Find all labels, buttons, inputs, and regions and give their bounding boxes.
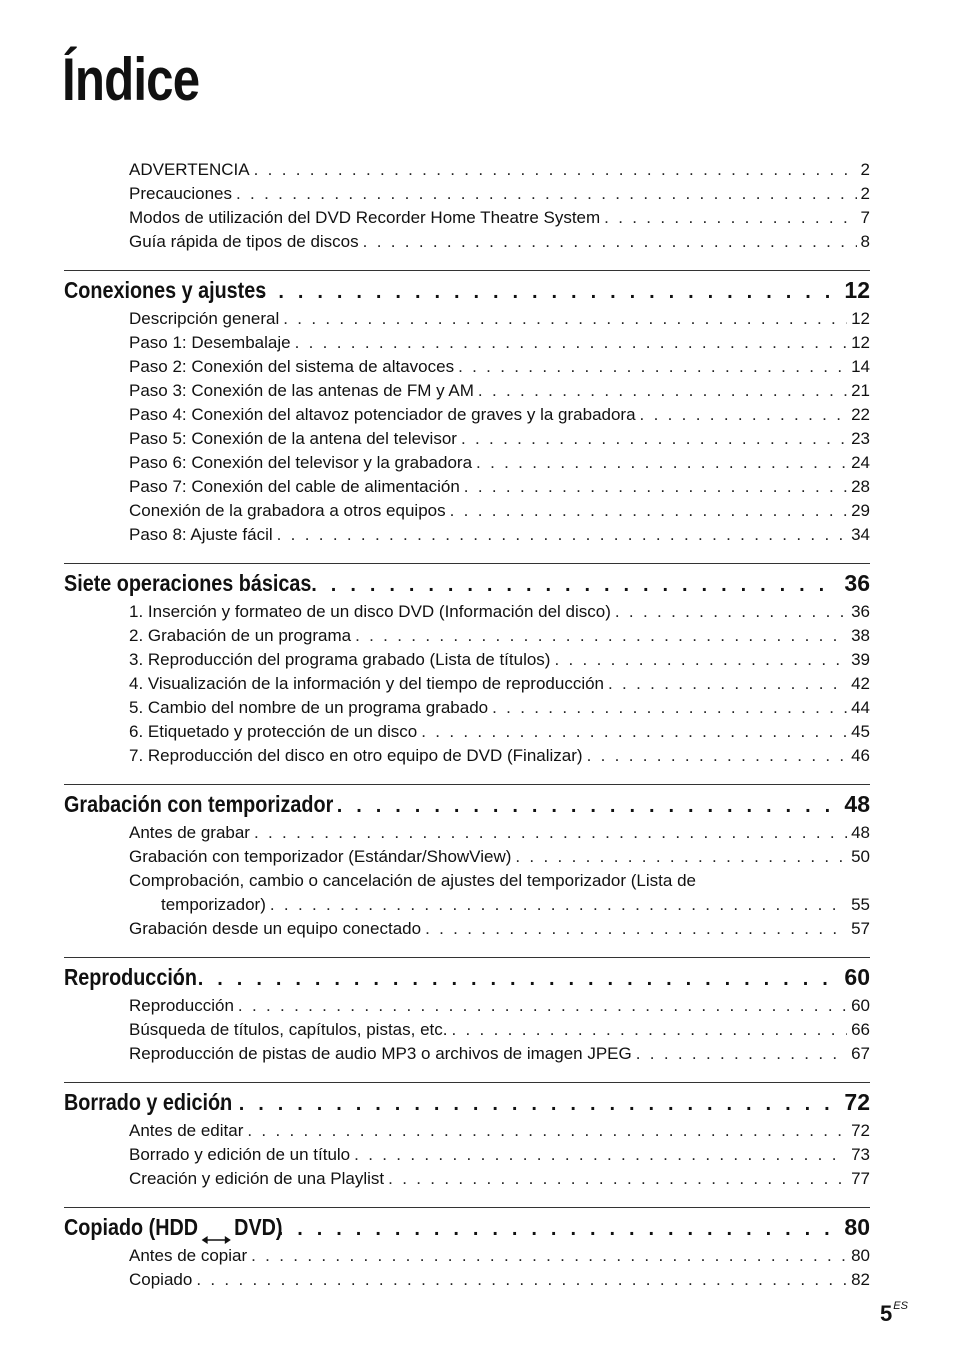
toc-entry-continuation <box>129 893 870 917</box>
toc-entry-title: Precauciones <box>129 184 233 203</box>
page-number <box>880 1300 908 1327</box>
toc-entry[interactable] <box>64 672 870 696</box>
toc-entry-page: 67 <box>851 1044 870 1063</box>
section-heading[interactable] <box>64 1085 870 1119</box>
toc-entry-page: 21 <box>851 381 870 400</box>
toc-entry[interactable] <box>64 1042 870 1066</box>
toc-entry-page: 42 <box>851 674 870 693</box>
toc-entry[interactable] <box>64 994 870 1018</box>
toc-entry-title: Antes de grabar <box>129 823 250 842</box>
toc-entry-page: 45 <box>851 722 870 741</box>
toc-entry-title: Descripción general <box>129 309 280 328</box>
dot-leader <box>354 1143 847 1167</box>
dot-leader <box>388 1167 847 1191</box>
toc-entry[interactable] <box>64 182 870 206</box>
toc-entry[interactable] <box>64 475 870 499</box>
dot-leader <box>259 275 839 309</box>
page-number-value: 5 <box>880 1301 893 1326</box>
section-title <box>64 566 311 600</box>
toc-entry-page: 2 <box>860 184 870 203</box>
dot-leader <box>554 648 847 672</box>
toc-entry-title: Conexión de la grabadora a otros equipos <box>129 501 446 520</box>
toc-entry-title: 5. Cambio del nombre de un programa grabado <box>129 698 489 717</box>
dot-leader <box>283 307 847 331</box>
toc-section <box>64 270 870 547</box>
toc-entry-page: 48 <box>851 823 870 842</box>
toc-entry-title: Modos de utilización del DVD Recorder Home Theatre System <box>129 208 601 227</box>
toc-entry-title: Paso 2: Conexión del sistema de altavoces <box>129 357 455 376</box>
section-title-text: Siete operaciones básicas <box>64 570 312 596</box>
toc-entry[interactable] <box>64 720 870 744</box>
dot-leader <box>492 696 847 720</box>
toc-entry-title: Antes de copiar <box>129 1246 248 1265</box>
section-title <box>64 960 197 994</box>
toc-entry-title: Paso 5: Conexión de la antena del televisor <box>129 429 457 448</box>
toc-entry-page: 77 <box>851 1169 870 1188</box>
dot-leader <box>608 672 847 696</box>
page-title: Índice <box>62 46 200 113</box>
toc-entry[interactable] <box>64 845 870 869</box>
toc-entry[interactable] <box>64 379 870 403</box>
dot-leader <box>604 206 856 230</box>
toc-entry-title: Reproducción de pistas de audio MP3 o archivos de imagen JPEG <box>129 1044 632 1063</box>
toc-entry-title: Grabación desde un equipo conectado <box>129 919 422 938</box>
table-of-contents <box>64 158 870 1292</box>
toc-entry-title: Copiado <box>129 1270 193 1289</box>
toc-entry-page: 14 <box>851 357 870 376</box>
dot-leader <box>464 475 847 499</box>
section-heading[interactable] <box>64 1210 870 1244</box>
toc-entry[interactable] <box>64 1244 870 1268</box>
toc-entry-page: 24 <box>851 453 870 472</box>
section-page: 60 <box>844 964 870 990</box>
toc-entry-page: 39 <box>851 650 870 669</box>
toc-entry[interactable] <box>64 1143 870 1167</box>
toc-entry-page: 23 <box>851 429 870 448</box>
toc-entry[interactable] <box>64 1268 870 1292</box>
section-heading[interactable] <box>64 566 870 600</box>
toc-entry[interactable] <box>64 600 870 624</box>
toc-entry-page: 57 <box>851 919 870 938</box>
section-heading[interactable] <box>64 960 870 994</box>
toc-entry-title: Borrado y edición de un título <box>129 1145 351 1164</box>
toc-section <box>64 1207 870 1292</box>
dot-leader <box>277 523 847 547</box>
toc-section <box>64 957 870 1066</box>
dot-leader <box>337 789 839 823</box>
toc-entry-title: Paso 4: Conexión del altavoz potenciador de graves y la grabadora <box>129 405 636 424</box>
section-title-text: Borrado y edición <box>64 1089 233 1115</box>
dot-leader <box>640 403 848 427</box>
toc-entry[interactable] <box>64 230 870 254</box>
dot-leader <box>458 355 847 379</box>
double-arrow-icon <box>201 1222 230 1236</box>
toc-entry[interactable] <box>64 427 870 451</box>
toc-entry-title: 7. Reproducción del disco en otro equipo de DVD (Finalizar) <box>129 746 583 765</box>
dot-leader <box>238 994 847 1018</box>
dot-leader <box>421 720 847 744</box>
toc-entry-title: 3. Reproducción del programa grabado (Lista de títulos) <box>129 650 551 669</box>
dot-leader <box>254 821 847 845</box>
toc-entry-page: 29 <box>851 501 870 520</box>
toc-entry-page: 72 <box>851 1121 870 1140</box>
toc-entry-page: 7 <box>860 208 870 227</box>
toc-entry-page: 73 <box>851 1145 870 1164</box>
language-code: ES <box>893 1300 908 1312</box>
toc-entry-title: Guía rápida de tipos de discos <box>129 232 359 251</box>
section-page: 72 <box>844 1089 870 1115</box>
dot-leader <box>270 893 847 917</box>
intro-list <box>64 158 870 254</box>
toc-entry-title: ADVERTENCIA <box>129 160 250 179</box>
toc-entry-title: Grabación con temporizador (Estándar/ShowView) <box>129 847 512 866</box>
toc-entry[interactable] <box>64 821 870 845</box>
toc-entry[interactable] <box>64 1018 870 1042</box>
toc-entry[interactable] <box>64 331 870 355</box>
toc-entry-page: 36 <box>851 602 870 621</box>
toc-entry-page: 38 <box>851 626 870 645</box>
toc-entry-page: 60 <box>851 996 870 1015</box>
toc-entry-page: 46 <box>851 746 870 765</box>
toc-entry[interactable] <box>64 1119 870 1143</box>
dot-leader <box>425 917 847 941</box>
toc-entry-title: 4. Visualización de la información y del tiempo de reproducción <box>129 674 605 693</box>
toc-entry-page: 80 <box>851 1246 870 1265</box>
dot-leader <box>478 379 847 403</box>
toc-entry-page: 50 <box>851 847 870 866</box>
dot-leader <box>355 624 847 648</box>
toc-entry-title: Paso 6: Conexión del televisor y la grabadora <box>129 453 473 472</box>
toc-entry[interactable] <box>64 158 870 182</box>
dot-leader <box>451 1018 847 1042</box>
dot-leader <box>219 1087 838 1121</box>
toc-entry-page: 22 <box>851 405 870 424</box>
toc-entry[interactable] <box>64 624 870 648</box>
sections-list <box>64 270 870 1292</box>
section-title-text: Conexiones y ajustes <box>64 277 267 303</box>
toc-entry-page: 55 <box>851 895 870 914</box>
section-page: 80 <box>844 1214 870 1240</box>
dot-leader <box>311 568 838 602</box>
toc-entry[interactable] <box>64 355 870 379</box>
dot-leader <box>236 182 857 206</box>
toc-entry-title: 6. Etiquetado y protección de un disco <box>129 722 418 741</box>
toc-entry-title: Creación y edición de una Playlist <box>129 1169 385 1188</box>
dot-leader <box>278 1212 839 1246</box>
toc-entry-page: 44 <box>851 698 870 717</box>
toc-entry-title-cont: temporizador) <box>161 895 266 914</box>
dot-leader <box>178 962 838 996</box>
dot-leader <box>461 427 847 451</box>
toc-entry-title: Paso 7: Conexión del cable de alimentación <box>129 477 460 496</box>
toc-entry[interactable] <box>64 869 870 917</box>
dot-leader <box>196 1268 847 1292</box>
toc-entry[interactable] <box>64 403 870 427</box>
toc-entry-title: Reproducción <box>129 996 234 1015</box>
toc-entry[interactable] <box>64 1167 870 1191</box>
section-title <box>64 787 333 821</box>
toc-entry-page: 28 <box>851 477 870 496</box>
toc-entry-page: 66 <box>851 1020 870 1039</box>
toc-entry[interactable] <box>64 206 870 230</box>
section-title-text: Copiado (HDD <box>64 1214 199 1240</box>
section-page: 48 <box>844 791 870 817</box>
toc-entry-title: Paso 8: Ajuste fácil <box>129 525 273 544</box>
toc-entry[interactable] <box>64 744 870 768</box>
toc-entry[interactable] <box>64 307 870 331</box>
dot-leader <box>450 499 847 523</box>
section-title-text-2: DVD) <box>234 1214 283 1240</box>
section-title-text: Grabación con temporizador <box>64 791 334 817</box>
dot-leader <box>254 158 857 182</box>
toc-entry[interactable] <box>64 917 870 941</box>
toc-entry[interactable] <box>64 696 870 720</box>
toc-entry[interactable] <box>64 648 870 672</box>
toc-entry[interactable] <box>64 523 870 547</box>
dot-leader <box>587 744 848 768</box>
toc-entry[interactable] <box>64 451 870 475</box>
toc-entry-page: 8 <box>860 232 870 251</box>
toc-entry-page: 12 <box>851 309 870 328</box>
toc-entry-title: Paso 3: Conexión de las antenas de FM y AM <box>129 381 474 400</box>
dot-leader <box>363 230 857 254</box>
toc-entry-page: 12 <box>851 333 870 352</box>
dot-leader <box>476 451 847 475</box>
toc-entry-page: 2 <box>860 160 870 179</box>
section-title <box>64 1085 232 1119</box>
dot-leader <box>515 845 847 869</box>
toc-entry-title: 2. Grabación de un programa <box>129 626 352 645</box>
dot-leader <box>295 331 847 355</box>
toc-entry-title: Antes de editar <box>129 1121 244 1140</box>
toc-section <box>64 784 870 941</box>
toc-entry[interactable] <box>64 499 870 523</box>
toc-section <box>64 1082 870 1191</box>
section-heading[interactable] <box>64 787 870 821</box>
section-page: 36 <box>844 570 870 596</box>
dot-leader <box>247 1119 847 1143</box>
toc-section <box>64 563 870 768</box>
section-title <box>64 1210 283 1244</box>
section-page: 12 <box>844 277 870 303</box>
toc-entry-page: 34 <box>851 525 870 544</box>
dot-leader <box>636 1042 847 1066</box>
dot-leader <box>251 1244 847 1268</box>
toc-entry-title: Búsqueda de títulos, capítulos, pistas, etc. <box>129 1020 448 1039</box>
dot-leader <box>615 600 847 624</box>
toc-entry-title: Paso 1: Desembalaje <box>129 333 291 352</box>
toc-entry-title: Comprobación, cambio o cancelación de ajustes del temporizador (Lista de <box>129 871 696 890</box>
section-title <box>64 273 266 307</box>
section-heading[interactable] <box>64 273 870 307</box>
section-title-text: Reproducción <box>64 964 197 990</box>
toc-entry-page: 82 <box>851 1270 870 1289</box>
toc-entry-title: 1. Inserción y formateo de un disco DVD (Información del disco) <box>129 602 611 621</box>
